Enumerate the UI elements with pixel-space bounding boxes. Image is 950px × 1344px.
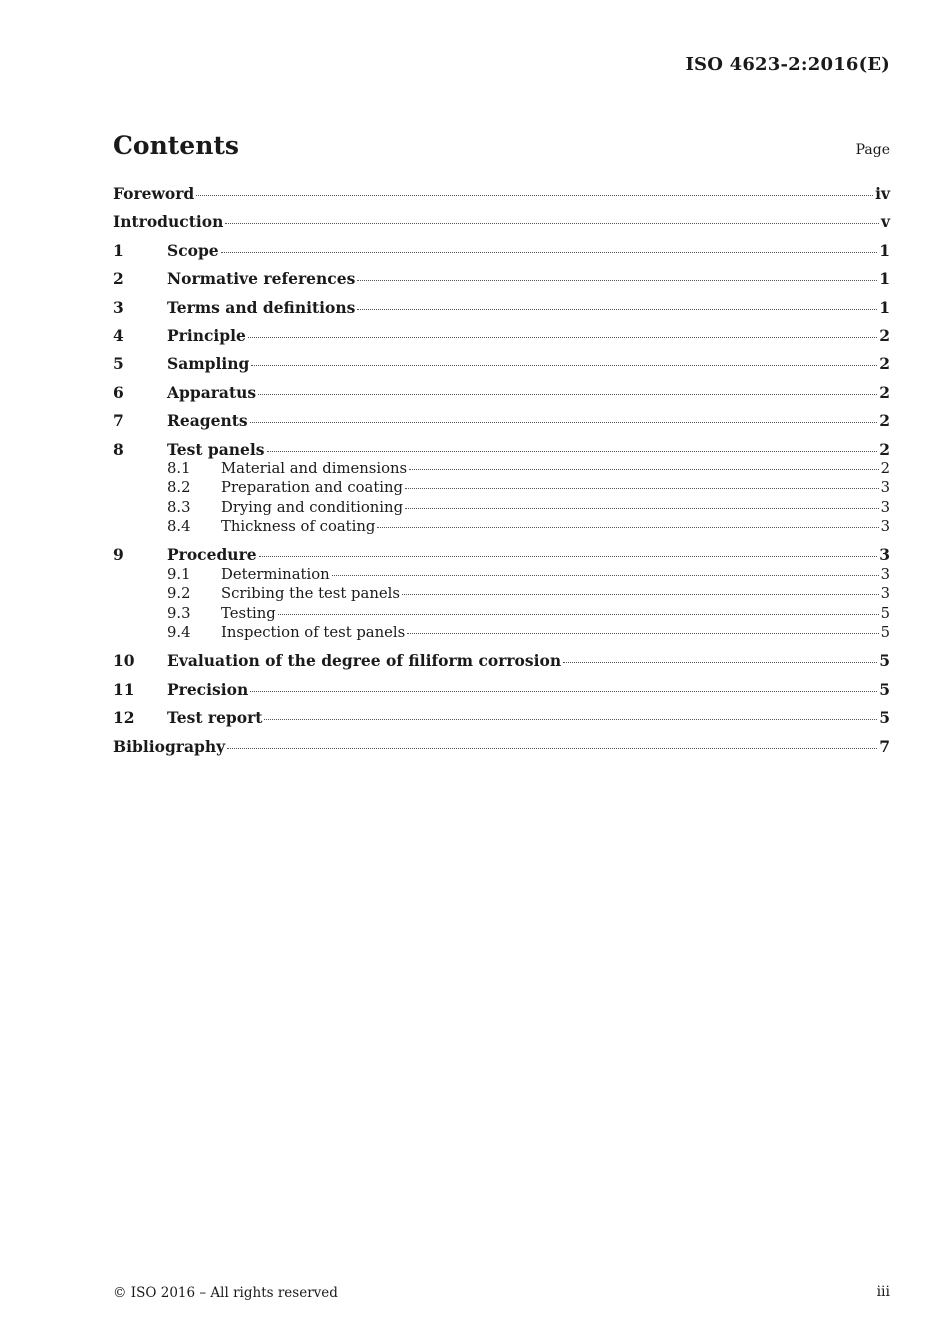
toc-subentry[interactable]: [113, 565, 890, 584]
toc-entry-number: 11: [113, 679, 135, 699]
toc-entry-number: 6: [113, 382, 124, 402]
table-of-contents: [113, 184, 890, 765]
toc-entry[interactable]: [113, 737, 890, 765]
toc-entry-number: 9.4: [167, 624, 191, 642]
toc-subentry[interactable]: [113, 604, 890, 623]
toc-entry-label: Foreword: [113, 184, 195, 203]
toc-entry-page: 2: [879, 354, 890, 374]
toc-entry-page: iv: [875, 184, 890, 203]
dot-leader: [258, 394, 877, 395]
toc-entry[interactable]: [113, 708, 890, 736]
toc-entry-label: Preparation and coating: [221, 479, 404, 497]
toc-entry-page: 1: [879, 269, 890, 289]
dot-leader: [407, 633, 878, 634]
toc-entry-number: 8.1: [167, 459, 191, 477]
toc-entry[interactable]: [113, 212, 890, 240]
toc-entry-page: 5: [879, 679, 890, 699]
toc-entry-page: 5: [879, 651, 890, 671]
toc-entry[interactable]: [113, 545, 890, 564]
dot-leader: [221, 252, 878, 253]
toc-entry[interactable]: [113, 241, 890, 269]
toc-entry-label: Test report: [167, 708, 263, 728]
toc-entry-number: 7: [113, 411, 124, 431]
toc-entry-page: 3: [880, 479, 890, 497]
dot-leader: [377, 527, 878, 528]
toc-entry-page: 3: [880, 585, 890, 603]
dot-leader: [250, 422, 878, 423]
toc-entry-label: Reagents: [167, 411, 248, 431]
toc-subentry[interactable]: [113, 517, 890, 536]
toc-entry-page: 2: [879, 439, 890, 459]
toc-entry-page: 5: [880, 604, 890, 622]
dot-leader: [196, 195, 873, 196]
toc-entry-label: Sampling: [167, 354, 250, 374]
dot-leader: [405, 488, 879, 489]
dot-leader: [409, 469, 878, 470]
toc-entry-label: Principle: [167, 325, 246, 345]
dot-leader: [357, 309, 877, 310]
toc-entry-page: v: [880, 212, 890, 232]
toc-entry-number: 8.2: [167, 479, 191, 497]
toc-entry-label: Apparatus: [167, 382, 257, 402]
document-id: ISO 4623-2:2016(E): [685, 54, 890, 75]
dot-leader: [563, 662, 877, 663]
toc-entry-page: 1: [879, 240, 890, 260]
dot-leader: [248, 337, 877, 338]
toc-entry-label: Procedure: [167, 545, 257, 565]
toc-entry-number: 9.3: [167, 604, 191, 622]
toc-entry-number: 12: [113, 708, 135, 728]
toc-entry-label: Terms and definitions: [167, 297, 356, 317]
dot-leader: [225, 223, 879, 224]
toc-entry-label: Scope: [167, 240, 219, 260]
toc-subentry[interactable]: [113, 478, 890, 497]
toc-entry[interactable]: [113, 440, 890, 459]
toc-entry[interactable]: [113, 184, 890, 212]
toc-entry[interactable]: [113, 326, 890, 354]
toc-entry-number: 8: [113, 439, 124, 459]
toc-entry-number: 9.2: [167, 585, 191, 603]
dot-leader: [259, 556, 878, 557]
page-column-label: Page: [855, 142, 890, 158]
dot-leader: [332, 575, 879, 576]
toc-entry-page: 3: [880, 518, 890, 536]
dot-leader: [227, 748, 877, 749]
toc-entry-number: 9: [113, 545, 124, 565]
copyright-notice: © ISO 2016 – All rights reserved: [113, 1285, 338, 1301]
toc-entry-number: 9.1: [167, 565, 191, 583]
toc-entry-number: 10: [113, 651, 135, 671]
toc-entry[interactable]: [113, 383, 890, 411]
toc-entry-page: 1: [879, 297, 890, 317]
toc-entry-page: 2: [880, 459, 890, 477]
toc-entry-number: 2: [113, 269, 124, 289]
toc-entry-label: Determination: [221, 565, 330, 583]
toc-entry[interactable]: [113, 354, 890, 382]
toc-entry-label: Test panels: [167, 439, 265, 459]
toc-entry-label: Material and dimensions: [221, 459, 408, 477]
toc-entry-label: Normative references: [167, 269, 356, 289]
toc-entry-page: 3: [880, 565, 890, 583]
toc-entry-page: 2: [879, 325, 890, 345]
toc-entry[interactable]: [113, 269, 890, 297]
toc-title: Contents: [113, 131, 240, 160]
dot-leader: [251, 365, 877, 366]
toc-entry[interactable]: [113, 651, 890, 679]
toc-entry-number: 5: [113, 354, 124, 374]
toc-entry-page: 2: [879, 411, 890, 431]
toc-subentry[interactable]: [113, 623, 890, 642]
toc-entry-label: Bibliography: [113, 736, 226, 756]
toc-entry-page: 2: [879, 382, 890, 402]
toc-entry-label: Precision: [167, 679, 249, 699]
dot-leader: [402, 594, 879, 595]
toc-subentry[interactable]: [113, 498, 890, 517]
toc-entry-page: 3: [880, 498, 890, 516]
page-number: iii: [876, 1284, 890, 1300]
toc-entry-page: 5: [879, 708, 890, 728]
dot-leader: [278, 614, 879, 615]
dot-leader: [264, 719, 877, 720]
toc-subentry[interactable]: [113, 459, 890, 478]
dot-leader: [250, 691, 877, 692]
toc-entry[interactable]: [113, 298, 890, 326]
toc-entry-page: 5: [880, 624, 890, 642]
toc-entry-label: Testing: [221, 604, 276, 622]
toc-subentry[interactable]: [113, 584, 890, 603]
dot-leader: [357, 280, 877, 281]
toc-entry-label: Introduction: [113, 212, 224, 232]
toc-entry-label: Inspection of test panels: [221, 624, 406, 642]
toc-entry-page: 3: [879, 545, 890, 565]
toc-entry-number: 1: [113, 240, 124, 260]
toc-entry-page: 7: [879, 736, 890, 756]
toc-entry-label: Evaluation of the degree of filiform corrosion: [167, 651, 562, 671]
toc-entry-number: 4: [113, 325, 124, 345]
toc-entry-label: Thickness of coating: [221, 518, 376, 536]
toc-entry-number: 3: [113, 297, 124, 317]
toc-entry[interactable]: [113, 680, 890, 708]
toc-entry-number: 8.3: [167, 498, 191, 516]
toc-entry-number: 8.4: [167, 518, 191, 536]
toc-entry[interactable]: [113, 411, 890, 439]
toc-entry-label: Scribing the test panels: [221, 585, 400, 603]
toc-entry-label: Drying and conditioning: [221, 498, 404, 516]
dot-leader: [267, 451, 878, 452]
dot-leader: [405, 508, 879, 509]
